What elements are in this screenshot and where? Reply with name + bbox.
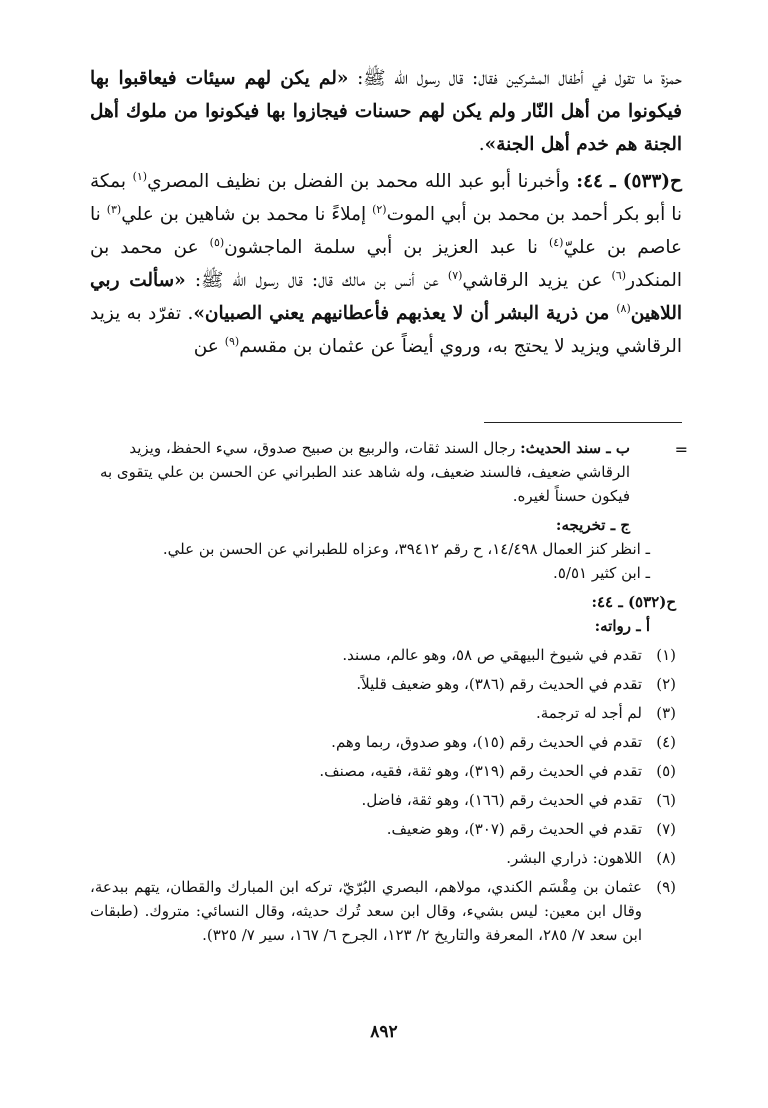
footnote-number: (٢) bbox=[656, 675, 676, 693]
note-narrators-label: أ ـ رواته: bbox=[594, 617, 650, 635]
footnote-number: (٩) bbox=[656, 878, 676, 896]
footnote-text: تقدم في الحديث رقم (١٦٦)، وهو ثقة، فاضل. bbox=[361, 791, 642, 809]
footnote-item bbox=[90, 788, 676, 812]
prophetic-quote: «لم يكن لهم سيئات فيعاقبوا بها فيكونوا من أهل النّار ولم يكن لهم حسنات فيجازوا بها فيكونوا من ملوك أهل الجنة هم خدم أهل الجنة» bbox=[90, 68, 682, 155]
isnad-segment: عن محمد بن المنكدر bbox=[90, 237, 682, 291]
footnote-text: تقدم في شيوخ البيهقي ص ٥٨، وهو عالم، مسند. bbox=[342, 646, 642, 664]
footnote-text: تقدم في الحديث رقم (٣٨٦)، وهو ضعيف قليلاً. bbox=[356, 675, 642, 693]
footnote-number: (٨) bbox=[656, 849, 676, 867]
footnote-marker: (٣) bbox=[106, 202, 122, 216]
footnote-item bbox=[90, 730, 676, 754]
footnote-item bbox=[90, 672, 676, 696]
hadith-number: ح(٥٣٣) ـ ٤٤: bbox=[576, 171, 682, 192]
footnotes-section bbox=[90, 436, 676, 952]
paragraph-end: . bbox=[478, 134, 485, 155]
footnote-marker: (٥) bbox=[209, 235, 225, 249]
footnote-text: تقدم في الحديث رقم (٣١٩)، وهو ثقة، فقيه، مصنف. bbox=[319, 762, 642, 780]
footnote-marker: (٩) bbox=[224, 334, 240, 348]
footnote-item bbox=[90, 846, 676, 870]
commentary-segment: . تفرّد به يزيد الرقاشي ويزيد لا يحتج به، وروي أيضاً عن عثمان بن مقسم bbox=[90, 303, 682, 357]
paragraph-hadith bbox=[90, 165, 682, 363]
note-text: رجال السند ثقات، والربيع بن صبيح صدوق، سيء الحفظ، ويزيد الرقاشي ضعيف، فالسند ضعيف، وله شاهد عند الطبراني عن الحسن بن علي يتقوى به فيكون حسناً لغيره. bbox=[99, 439, 630, 505]
note-hadith-heading: ح(٥٣٢) ـ ٤٤: bbox=[591, 593, 676, 611]
footnote-item bbox=[90, 875, 676, 947]
footnote-marker: (٢) bbox=[372, 202, 387, 216]
footnote-marker: (٤) bbox=[548, 235, 564, 249]
footnote-marker: (١) bbox=[132, 169, 148, 183]
footnote-divider bbox=[484, 422, 682, 423]
isnad-segment: إملاءً نا محمد بن شاهين بن علي bbox=[121, 204, 373, 225]
isnad-segment: بمكة نا أبو بكر أحمد بن محمد بن أبي الموت bbox=[90, 171, 682, 225]
note-label: ب ـ سند الحديث: bbox=[520, 439, 630, 457]
isnad-segment: نا عبد العزيز بن أبي سلمة الماجشون bbox=[224, 237, 549, 258]
footnote-text: تقدم في الحديث رقم (٣٠٧)، وهو ضعيف. bbox=[386, 820, 642, 838]
note-takhrij-label: ج ـ تخريجه: bbox=[555, 516, 630, 534]
footnote-marker: (٧) bbox=[447, 268, 463, 282]
footnote-item bbox=[90, 701, 676, 725]
footnote-marker: (٨) bbox=[616, 301, 631, 315]
prophetic-quote: «سألت ربي اللاهين bbox=[90, 270, 682, 324]
footnote-number: (٦) bbox=[656, 791, 676, 809]
main-text bbox=[90, 62, 682, 363]
paragraph-continuation bbox=[90, 62, 682, 161]
footnote-marker: (٦) bbox=[611, 268, 627, 282]
footnote-text: تقدم في الحديث رقم (١٥)، وهو صدوق، ربما وهم. bbox=[331, 733, 642, 751]
isnad-segment: وأخبرنا أبو عبد الله محمد بن الفضل بن نظيف المصري bbox=[147, 171, 577, 192]
footnote-item bbox=[90, 817, 676, 841]
note-takhrij-line: ـ انظر كنز العمال ١٤/٤٩٨، ح رقم ٣٩٤١٢، وعزاه للطبراني عن الحسن بن علي. bbox=[162, 540, 650, 558]
footnote-text: لم أجد له ترجمة. bbox=[536, 704, 642, 722]
footnote-number: (٤) bbox=[656, 733, 676, 751]
isnad-segment: عن يزيد الرقاشي bbox=[462, 270, 612, 291]
paragraph-intro: حمزة ما تقول في أطفال المشركين فقال: قال رسول الله ﷺ: bbox=[348, 68, 682, 89]
footnote-number: (٧) bbox=[656, 820, 676, 838]
footnote-number: (٣) bbox=[656, 704, 676, 722]
footnote-number: (١) bbox=[656, 646, 676, 664]
page-number: ٨٩٢ bbox=[370, 1022, 398, 1042]
footnote-number: (٥) bbox=[656, 762, 676, 780]
footnote-text: اللاهون: ذراري البشر. bbox=[506, 849, 642, 867]
footnote-item bbox=[90, 759, 676, 783]
note-takhrij-line: ـ ابن كثير ٥/٥١. bbox=[553, 564, 650, 582]
footnote-item bbox=[90, 643, 676, 667]
isnad-segment: عن أنس بن مالك قال: قال رسول الله ﷺ: bbox=[185, 270, 448, 291]
note-isnad-evaluation bbox=[90, 436, 676, 508]
footnote-text: عثمان بن مِقْسَم الكندي، مولاهم، البصري البُرّيّ، تركه ابن المبارك والقطان، يتهم ببدعة، وقال ابن معين: ليس بشيء، وقال ابن سعد تُرك حديثه، وقال النسائي: متروك. (طبقات ابن سعد ٧/ ٢٨٥، المعرفة والتاريخ ٢/ ١٢٣، الجرح ٦/ ١٦٧، سير ٧/ ٣٢٥). bbox=[90, 878, 642, 944]
commentary-segment: عن bbox=[193, 336, 225, 357]
prophetic-quote: من ذرية البشر أن لا يعذبهم فأعطانيهم يعني الصبيان» bbox=[193, 303, 617, 324]
continuation-mark: = bbox=[674, 440, 688, 459]
isnad-segment: نا عاصم بن عليّ bbox=[90, 204, 682, 258]
